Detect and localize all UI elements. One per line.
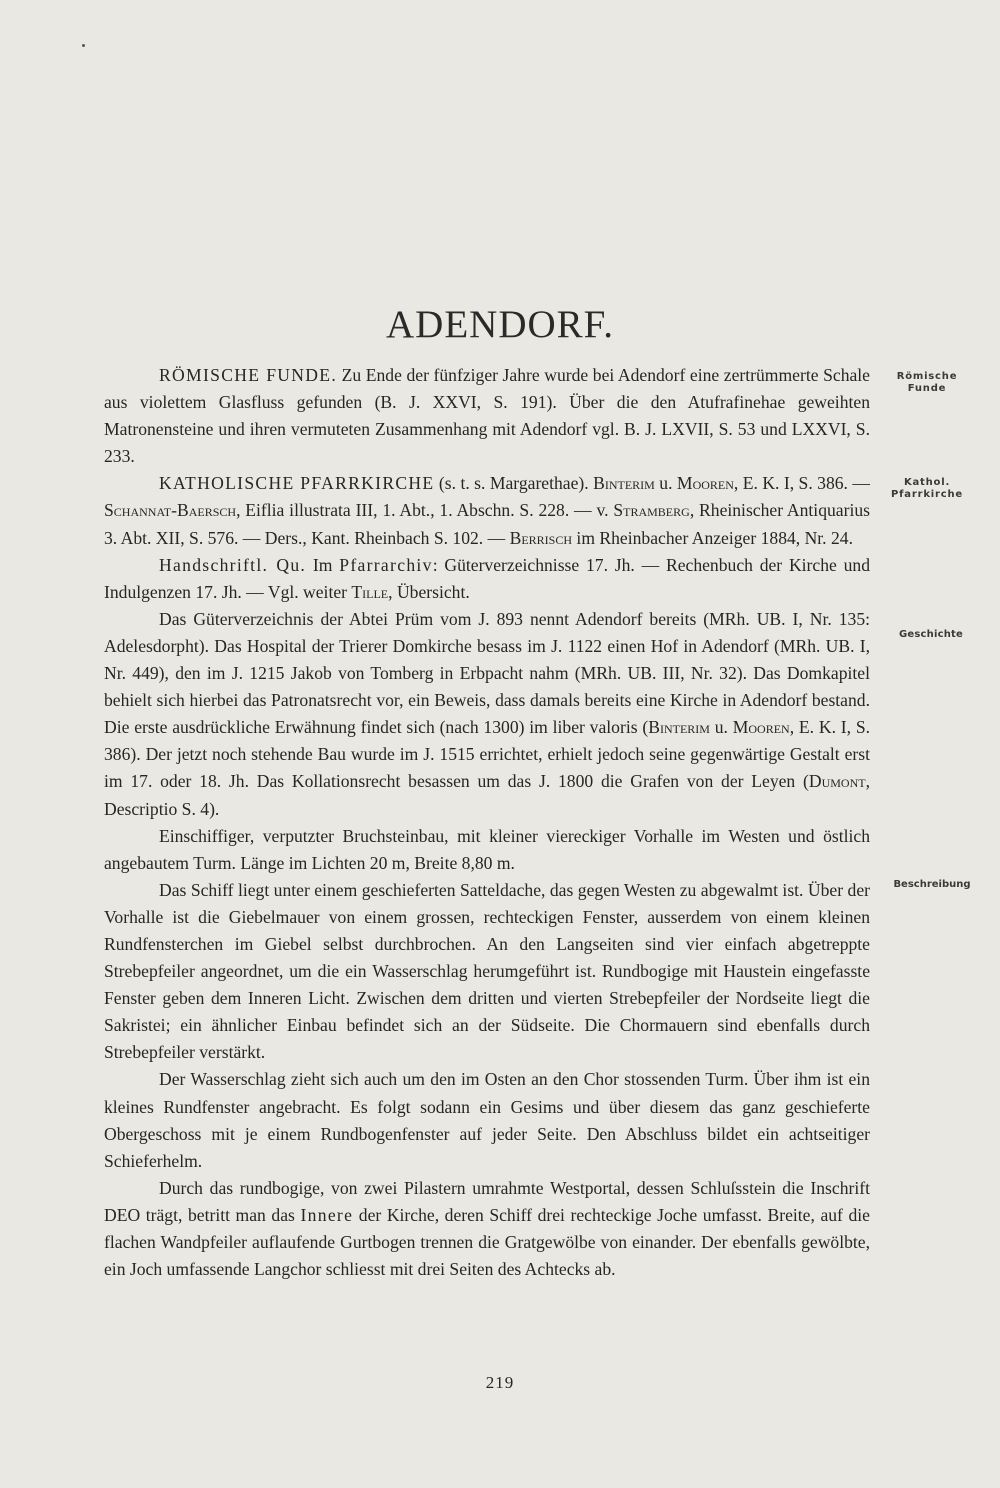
margin-note-beschreibung: Beschreibung [893,879,971,890]
author-name: Schannat-Baersch [104,500,237,521]
page-number: 219 [485,1373,515,1392]
margin-note-line: Pfarrkirche [891,489,963,500]
paragraph-text: im Rheinbacher Anzeiger 1884, Nr. 24. [572,527,853,548]
paragraph-text: u. [654,473,677,494]
paragraph-text: , Descriptio S. 4). [104,771,870,819]
paragraph-schiff: Das Schiff liegt unter einem geschieferten Satteldache, das gegen Westen zu abgewalmt ist. Über der Vorhalle ist die Giebelmauer von einem grossen, rechteckigen Fenster, ausserdem von einem kleinen Rundfensterchen im Giebel selbst durchbrochen. An den Langseiten sind vier einfach abgetreppte Strebepfeiler angeordnet, um die ein Wasserschlag herumgeführt ist. Rundbogige mit Haustein eingefasste Fenster geben dem Inneren Licht. Zwischen dem dritten und vierten Strebepfeiler der Nordseite liegt die Sakristei; ein ähnlicher Einbau befindet sich an der Südseite. Die Chormauern sind ebenfalls durch Strebepfeiler verstärkt. [104,879,870,1063]
spaced-term: Pfarrarchiv [339,554,433,575]
paragraph-text: , E. K. I, S. 386. — [733,473,870,494]
author-name: Mooren [676,473,734,494]
paragraph-turm: Der Wasserschlag zieht sich auch um den im Osten an den Chor stossenden Turm. Über ihm ist ein kleines Rundfenster angebracht. Es folgt sodann ein Gesims und über diesem das ganz geschieferte Obergeschoss mit je einem Rundbogenfenster auf jeder Seite. Den Abschluss bildet ein achtseitiger Schieferhelm. [104,1069,870,1171]
margin-note-line: Kathol. [903,477,951,488]
paragraph-quellen [104,552,870,606]
paragraph-text: : Güterverzeichnisse 17. Jh. — Rechenbuch der Kirche und Indulgenzen 17. Jh. — Vgl. weiter [104,554,870,602]
paragraph-text: , Eiflia illustrata III, 1. Abt., 1. Abschn. S. 228. — v. [236,500,614,521]
margin-note-line: Funde [907,383,947,394]
paragraph-inneres [104,1175,870,1283]
section-heading-roemische-funde: RÖMISCHE FUNDE. [159,365,338,385]
speck-mark [82,44,85,47]
paragraph-text: (s. t. s. Margarethae). [434,473,594,494]
page-title: ADENDORF. [386,303,614,346]
spaced-term: Innere [300,1204,354,1225]
author-name: Stramberg [613,500,690,521]
paragraph-text: , Rheinischer Antiquarius 3. Abt. XII, S. 576. — Ders., Kant. Rheinbach S. 102. — [104,500,870,548]
paragraph-beschreibung: Einschiffiger, verputzter Bruchsteinbau, mit kleiner viereckiger Vorhalle im Westen und östlich angebautem Turm. Länge im Lichten 20 m, Breite 8,80 m. [104,825,870,873]
main-text [104,362,870,1283]
margin-note-roemische-funde [884,371,970,395]
section-heading-quellen: Handschriftl. Qu. [159,554,307,575]
author-name: Berrisch [509,527,573,548]
paragraph-pfarrkirche [104,470,870,551]
paragraph-roemische-funde [104,362,870,470]
author-name: Tille [351,581,389,602]
author-name: Binterim [648,717,710,738]
margin-note-geschichte: Geschichte [898,629,964,640]
section-heading-pfarrkirche: KATHOLISCHE PFARRKIRCHE [159,473,435,494]
margin-note-kathol-pfarrkirche [880,477,974,501]
paragraph-text: Zu Ende der fünfziger Jahre wurde bei Adendorf eine zertrümmerte Schale aus violettem Glasfluss gefunden (B. J. XXVI, S. 191). Über die den Atufrafinehae geweihten Matronensteine und ihren vermuteten Zusammenhang mit Adendorf vgl. B. J. LXVII, S. 53 und LXXVI, S. 233. [104,365,870,467]
paragraph-text: der Kirche, deren Schiff drei rechteckige Joche umfasst. Breite, auf die flachen Wandpfeiler auflaufende Gurtbogen trennen die Gratgewölbe von einander. Der ebenfalls gewölbte, ein Joch umfassende Langchor schliesst mit drei Seiten des Achtecks ab. [104,1204,870,1280]
paragraph-text: u. [709,717,733,738]
author-name: Binterim [593,473,655,494]
paragraph-text: , E. K. I, S. 386). Der jetzt noch stehende Bau wurde im J. 1515 errichtet, erhielt jedoch seine gegenwärtige Gestalt erst im 17. oder 18. Jh. Das Kollationsrecht besassen um das J. 1800 die Grafen von der Leyen ( [104,717,871,792]
paragraph-text: Im [306,554,340,575]
paragraph-text: Das Güterverzeichnis der Abtei Prüm vom J. 893 nennt Adendorf bereits (MRh. UB. I, Nr. 135: Adelesdorpht). Das Hospital der Trierer Domkirche besass im J. 1122 einen Hof in Adendorf (MRh. UB. I, Nr. 449), den im J. 1215 Jakob von Tomberg in Erbpacht nahm (MRh. UB. III, Nr. 32). Das Domkapitel behielt sich hierbei das Patronatsrecht vor, ein Beweis, dass damals bereits eine Kirche in Adendorf bestand. Die erste ausdrückliche Erwähnung findet sich (nach 1300) im liber valoris ( [104,608,870,738]
paragraph-geschichte [104,606,870,823]
paragraph-text: , Übersicht. [388,581,470,602]
author-name: Mooren [732,717,790,738]
paragraph-text: trägt, betritt man das [140,1204,301,1225]
paragraph-text: Durch das rundbogige, von zwei Pilastern umrahmte Westportal, dessen Schluſsstein die Inschrift [159,1177,870,1198]
author-name: Dumont [808,771,866,792]
margin-note-line: Römische [896,371,958,382]
inscription-text: DEO [104,1204,141,1225]
